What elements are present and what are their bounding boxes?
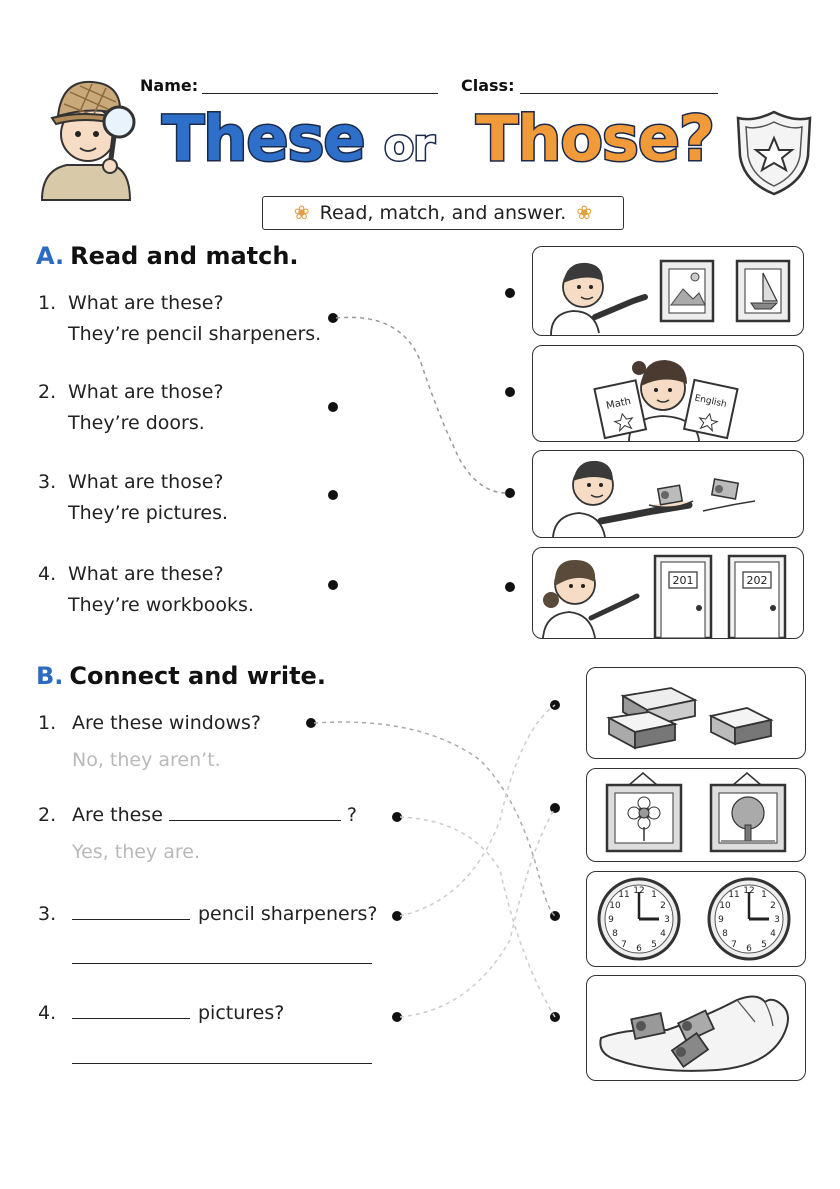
item-answer: They’re pictures. <box>68 502 229 524</box>
paw-icon: ❀ <box>293 202 310 224</box>
item-number: 4. <box>38 563 57 585</box>
svg-text:5: 5 <box>651 940 657 950</box>
title-or: or <box>384 120 434 171</box>
item-question: What are these? <box>68 563 224 585</box>
match-dot-left-1[interactable] <box>328 313 338 323</box>
picture-card-erasers[interactable] <box>586 667 806 759</box>
section-b-heading <box>36 662 326 690</box>
answer-blank[interactable] <box>169 800 341 821</box>
picture-frame-icon <box>587 769 805 861</box>
detective-boy-icon <box>22 70 162 210</box>
svg-text:7: 7 <box>621 940 627 950</box>
connect-dot-right-3[interactable] <box>550 911 560 921</box>
svg-text:2: 2 <box>770 901 776 911</box>
item-question: What are those? <box>68 381 224 403</box>
connect-dot-right-1[interactable] <box>550 700 560 710</box>
shield-star-icon <box>734 108 814 198</box>
svg-text:1: 1 <box>761 890 767 900</box>
girl-doors-icon <box>533 548 803 638</box>
item-number: 3. <box>38 903 57 925</box>
item-number: 2. <box>38 804 57 826</box>
item-question-end: ? <box>346 804 357 826</box>
svg-text:2: 2 <box>660 901 666 911</box>
svg-text:8: 8 <box>722 929 728 939</box>
match-dot-right-4[interactable] <box>505 582 515 592</box>
item-number: 1. <box>38 292 57 314</box>
item-number: 3. <box>38 471 57 493</box>
svg-text:6: 6 <box>746 944 752 954</box>
title-these: These <box>162 102 365 175</box>
door-number-201: 201 <box>672 574 694 587</box>
section-b-title: Connect and write. <box>69 662 326 690</box>
svg-text:11: 11 <box>728 890 740 900</box>
item-question: pencil sharpeners? <box>198 903 378 925</box>
eraser-icon <box>587 668 805 758</box>
name-label: Name: <box>140 76 199 95</box>
class-label: Class: <box>461 76 515 95</box>
svg-text:8: 8 <box>612 929 618 939</box>
item-answer-example: No, they aren’t. <box>72 749 221 771</box>
item-question: pictures? <box>198 1002 285 1024</box>
svg-text:4: 4 <box>660 929 666 939</box>
class-line[interactable] <box>520 92 718 94</box>
picture-card-hand-sharpeners[interactable] <box>586 975 806 1081</box>
banner-text: Read, match, and answer. <box>319 202 567 224</box>
hand-sharpener-icon <box>587 976 805 1080</box>
section-b-item-2 <box>38 800 357 868</box>
svg-text:10: 10 <box>609 901 621 911</box>
item-answer: They’re workbooks. <box>68 594 254 616</box>
item-answer: They’re doors. <box>68 412 205 434</box>
section-a-item-1 <box>38 288 321 350</box>
connect-dot-right-4[interactable] <box>550 1012 560 1022</box>
section-b-letter: B. <box>36 662 64 690</box>
picture-card-pictures[interactable] <box>532 246 804 336</box>
picture-card-frames[interactable] <box>586 768 806 862</box>
svg-text:12: 12 <box>633 886 645 896</box>
picture-card-workbooks[interactable] <box>532 345 804 442</box>
clock-icon <box>587 872 805 966</box>
connect-dot-left-3[interactable] <box>392 911 402 921</box>
connect-dot-left-4[interactable] <box>392 1012 402 1022</box>
connect-dot-right-2[interactable] <box>550 803 560 813</box>
match-dot-right-1[interactable] <box>505 288 515 298</box>
title-those: Those? <box>476 102 714 175</box>
book-label-math: Math <box>605 395 632 412</box>
instruction-banner <box>262 196 624 230</box>
svg-text:11: 11 <box>618 890 630 900</box>
svg-text:10: 10 <box>719 901 731 911</box>
girl-workbooks-icon <box>533 346 803 441</box>
section-a-item-4 <box>38 559 254 621</box>
svg-text:7: 7 <box>731 940 737 950</box>
answer-line-3[interactable] <box>72 962 372 964</box>
picture-card-clocks[interactable] <box>586 871 806 967</box>
svg-text:9: 9 <box>608 915 614 925</box>
item-number: 1. <box>38 712 57 734</box>
paw-icon: ❀ <box>576 202 593 224</box>
picture-card-sharpeners[interactable] <box>532 450 804 538</box>
section-b-item-1 <box>38 708 261 776</box>
match-dot-left-3[interactable] <box>328 490 338 500</box>
svg-text:6: 6 <box>636 944 642 954</box>
svg-text:5: 5 <box>761 940 767 950</box>
section-b-item-3 <box>38 899 378 930</box>
section-a-item-3 <box>38 467 228 529</box>
item-question: Are these windows? <box>72 712 261 734</box>
connect-dot-left-2[interactable] <box>392 812 402 822</box>
svg-text:1: 1 <box>651 890 657 900</box>
answer-blank[interactable] <box>72 899 190 920</box>
svg-text:3: 3 <box>664 915 670 925</box>
picture-card-doors[interactable] <box>532 547 804 639</box>
section-a-letter: A. <box>36 242 65 270</box>
section-a-heading <box>36 242 299 270</box>
item-number: 2. <box>38 381 57 403</box>
name-line[interactable] <box>202 92 438 94</box>
item-number: 4. <box>38 1002 57 1024</box>
item-answer-example: Yes, they are. <box>72 841 200 863</box>
answer-blank[interactable] <box>72 998 190 1019</box>
connect-dot-left-1[interactable] <box>306 718 316 728</box>
answer-line-4[interactable] <box>72 1062 372 1064</box>
section-a-title: Read and match. <box>70 242 299 270</box>
section-b-item-4 <box>38 998 284 1029</box>
svg-text:9: 9 <box>718 915 724 925</box>
section-a-item-2 <box>38 377 224 439</box>
match-dot-right-3[interactable] <box>505 488 515 498</box>
svg-text:12: 12 <box>743 886 755 896</box>
item-question: What are these? <box>68 292 224 314</box>
item-question: Are these <box>72 804 163 826</box>
boy-sharpeners-icon <box>533 451 803 537</box>
item-question: What are those? <box>68 471 224 493</box>
match-dot-left-2[interactable] <box>328 402 338 412</box>
door-number-202: 202 <box>746 574 768 587</box>
item-answer: They’re pencil sharpeners. <box>68 323 322 345</box>
match-dot-right-2[interactable] <box>505 387 515 397</box>
book-label-english: English <box>693 393 728 411</box>
svg-text:4: 4 <box>770 929 776 939</box>
boy-pointing-pictures-icon <box>533 247 803 335</box>
svg-text:3: 3 <box>774 915 780 925</box>
match-dot-left-4[interactable] <box>328 580 338 590</box>
